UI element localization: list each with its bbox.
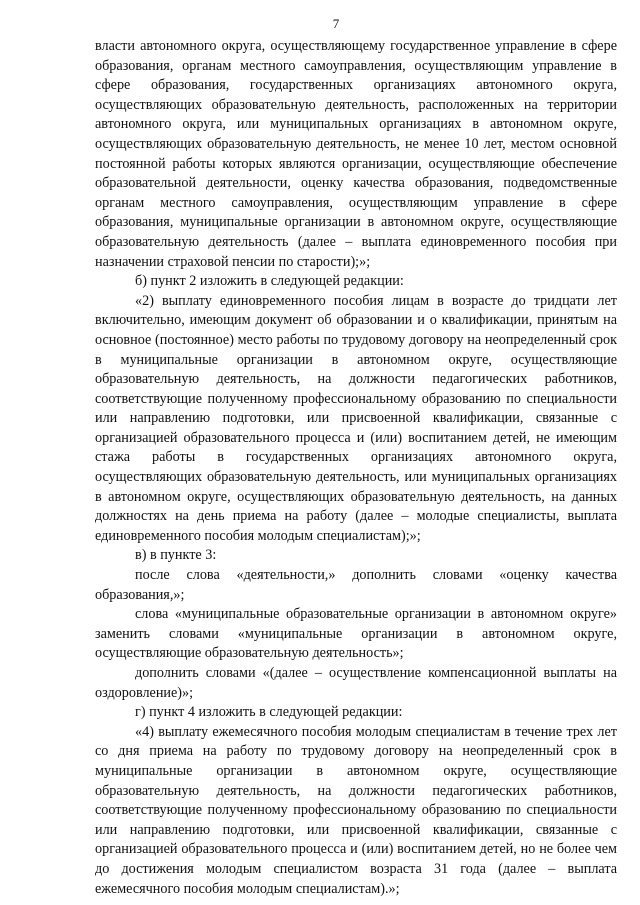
paragraph-amendment-2: слова «муниципальные образовательные организации в автономном округе» заменить словами «муниципальные организации в автономном округе, осуществляющие образовательную деятельность»; <box>95 606 617 662</box>
page-number: 7 <box>332 16 340 31</box>
paragraph-subitem-v: в) в пункте 3: <box>135 547 217 564</box>
paragraph-subitem-g: г) пункт 4 изложить в следующей редакции: <box>135 704 403 721</box>
paragraph-item-2-text: «2) выплату единовременного пособия лицам в возрасте до тридцати лет включительно, имеющим документ об образовании и о квалификации, принятым на основное (постоянное) место работы по трудовому договору на неопределенный срок в муниципальные организации в автономном округе, осуществляющие образовательную деятельность, на должности педагогических работников, соответствующие полученному профессиональному образованию по специальности или направлению подготовки, или присвоенной квалификации, связанные с организацией образовательного процесса и (или) воспитанием детей, не имеющим стажа работы в государственных организациях автономного округа, осуществляющих образовательную деятельность, или муниципальных организациях в автономном округе, осуществляющих образовательную деятельность, на данных должностях на день приема на работу (далее – молодые специалисты, выплата единовременного пособия молодым специалистам);»; <box>95 292 617 544</box>
paragraph-subitem-b: б) пункт 2 изложить в следующей редакции: <box>135 273 404 290</box>
paragraph-item-4-text: «4) выплату ежемесячного пособия молодым специалистам в течение трех лет со дня приема на работу по трудовому договору на неопределенный срок в муниципальные организации в автономном округе, осуществляющие образовательную деятельность, на должности педагогических работников, соответствующие полученному профессиональному образованию по специальности или направлению подготовки, или присвоенной квалификации, связанные с организацией образовательного процесса и (или) воспитанием детей, но не более чем до достижения молодым специалистом возраста 31 года (далее – выплата ежемесячного пособия молодым специалистам).»; <box>95 723 617 897</box>
paragraph-amendment-1: после слова «деятельности,» дополнить словами «оценку качества образования,»; <box>95 567 617 603</box>
paragraph-continuation: власти автономного округа, осуществляющему государственное управление в сфере образования, органам местного самоуправления, осуществляющим управление в сфере образования, государственных организациях автономного округа, осуществляющих образовательную деятельность, расположенных на территории автономного округа, или муниципальных организациях в автономном округе, осуществляющих образовательную деятельность, не менее 10 лет, местом основной постоянной работы которых являются организации, осуществляющие обеспечение образовательной деятельности, оценку качества образования, подведомственные органам местного самоуправления, осуществляющим управление в сфере образования, муниципальные организации в автономном округе, осуществляющие образовательную деятельность (далее – выплата единовременного пособия при назначении страховой пенсии по старости);»; <box>95 38 617 270</box>
paragraph-amendment-3: дополнить словами «(далее – осуществление компенсационной выплаты на оздоровление)»; <box>95 665 617 701</box>
document-body <box>95 37 617 899</box>
